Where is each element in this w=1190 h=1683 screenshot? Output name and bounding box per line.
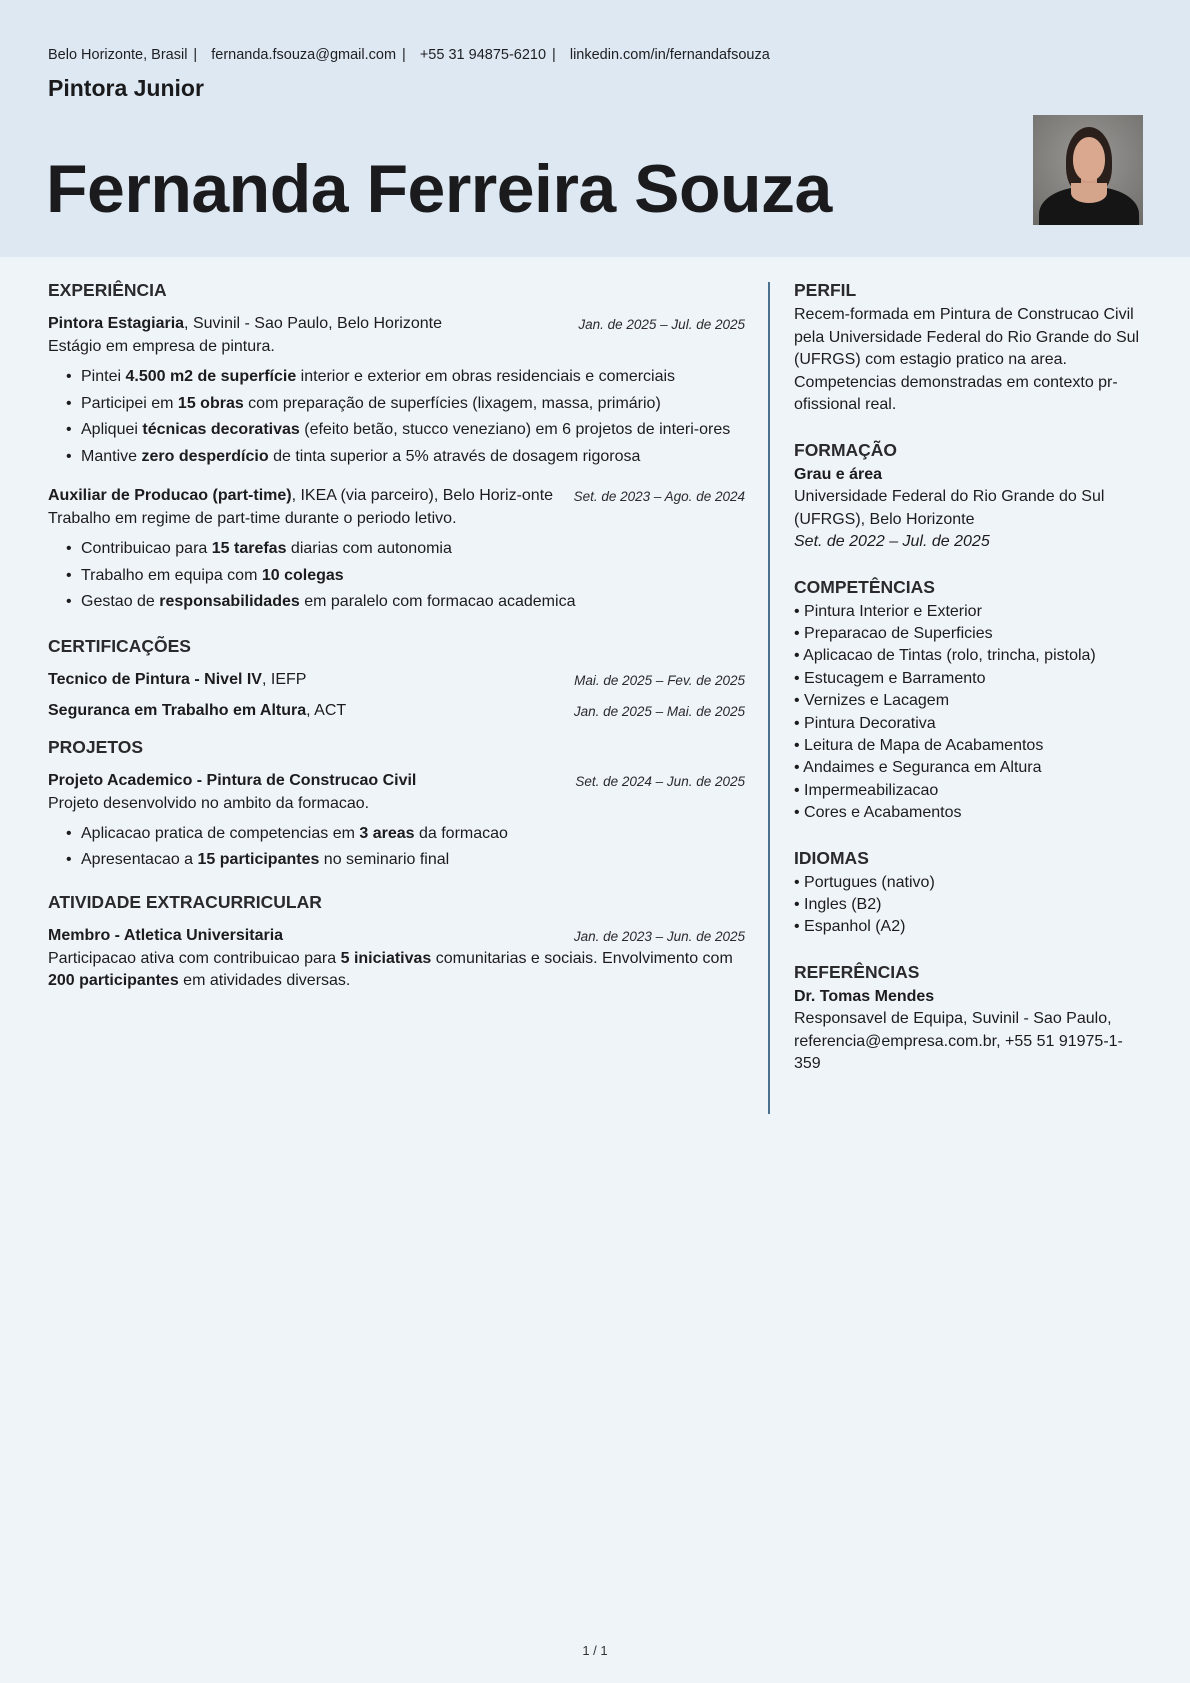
bullet-item: • Gestao de responsabilidades em paralelo com formacao academica <box>81 591 745 614</box>
page-number: 1 / 1 <box>582 1643 608 1658</box>
experience-section <box>48 280 745 614</box>
entry-description: Estágio em empresa de pintura. <box>48 338 275 355</box>
section-heading: COMPETÊNCIAS <box>794 576 935 597</box>
extracurricular-section <box>48 892 745 992</box>
skill-item: • Aplicacao de Tintas (rolo, trincha, pistola) <box>794 645 1144 667</box>
full-name: Fernanda Ferreira Souza <box>46 151 832 227</box>
skill-item: • Preparacao de Superficies <box>794 623 1144 645</box>
entry-role: Pintora Estagiaria <box>48 315 185 332</box>
bullet-item: • Contribuicao para 15 tarefas diarias com autonomia <box>81 538 745 561</box>
section-heading: REFERÊNCIAS <box>794 961 920 982</box>
reference-name: Dr. Tomas Mendes <box>794 987 935 1005</box>
sidebar-column <box>794 280 1144 1099</box>
skill-item: • Leitura de Mapa de Acabamentos <box>794 735 1144 757</box>
bullet-item: • Pintei 4.500 m2 de superfície interior e exterior em obras residenciais e comerciais <box>81 366 745 389</box>
reference-details: Responsavel de Equipa, Suvinil - Sao Paulo, referencia@empresa.com.br, +55 51 91975-1-359 <box>794 1010 1123 1073</box>
contact-phone[interactable]: +55 31 94875-6210 <box>419 47 547 63</box>
entry-date: Set. de 2023 – Ago. de 2024 <box>573 489 745 504</box>
profile-text: Recem-formada em Pintura de Construcao Civil pela Universidade Federal do Rio Grande do Sul (UFRGS) com estagio pratico na area. Competencias demonstradas em contexto pr-ofissional real. <box>794 306 1140 413</box>
section-heading: IDIOMAS <box>794 847 869 868</box>
entry-org: , Suvinil - Sao Paulo, Belo Horizonte <box>184 315 442 332</box>
experience-entry <box>48 313 745 468</box>
bullet-item: • Aplicacao pratica de competencias em 3 areas da formacao <box>81 823 745 846</box>
entry-date: Jan. de 2023 – Jun. de 2025 <box>573 928 745 944</box>
skills-section <box>794 577 1144 825</box>
bullet-item: • Apresentacao a 15 participantes no seminario final <box>81 849 745 872</box>
entry-date: Set. de 2024 – Jun. de 2025 <box>575 773 745 789</box>
entry-org: , IKEA (via parceiro), Belo Horiz-onte <box>291 487 554 504</box>
education-degree: Grau e área <box>794 465 883 483</box>
skill-item: • Cores e Acabamentos <box>794 802 1144 824</box>
contact-email[interactable]: fernanda.fsouza@gmail.com <box>211 47 397 63</box>
section-heading: EXPERIÊNCIA <box>48 280 167 300</box>
section-heading: PERFIL <box>794 280 857 300</box>
contact-location: Belo Horizonte, Brasil <box>48 47 188 63</box>
skill-item: • Estucagem e Barramento <box>794 668 1144 690</box>
job-title: Pintora Junior <box>48 75 204 101</box>
section-heading: FORMAÇÃO <box>794 439 898 460</box>
entry-description: Projeto desenvolvido no ambito da formacao. <box>48 794 370 812</box>
profile-photo <box>1033 115 1143 225</box>
entry-description: Participacao ativa com contribuicao para 5 iniciativas comunitarias e sociais. Envolvimento com 200 participantes em atividades diversas. <box>48 949 733 989</box>
section-heading: CERTIFICAÇÕES <box>48 635 191 656</box>
language-item: • Ingles (B2) <box>794 894 1144 916</box>
entry-description: Trabalho em regime de part-time durante o periodo letivo. <box>48 510 457 527</box>
contact-line <box>48 47 770 63</box>
bullet-item: • Apliquei técnicas decorativas (efeito betão, stucco veneziano) em 6 projetos de interi-ores <box>81 419 745 442</box>
entry-date: Jan. de 2025 – Jul. de 2025 <box>578 317 745 332</box>
experience-entry <box>48 485 745 614</box>
skill-item: • Pintura Interior e Exterior <box>794 601 1144 623</box>
bullet-item: • Trabalho em equipa com 10 colegas <box>81 565 745 588</box>
entry-date: Mai. de 2025 – Fev. de 2025 <box>574 672 745 688</box>
certifications-section <box>48 636 745 723</box>
header <box>0 0 1190 257</box>
certification-item: Seguranca em Trabalho em Altura, ACT Jan. de 2025 – Mai. de 2025 <box>48 700 745 723</box>
project-title: Projeto Academico - Pintura de Construcao Civil <box>48 771 417 789</box>
education-date: Set. de 2022 – Jul. de 2025 <box>794 533 990 550</box>
certification-item: Tecnico de Pintura - Nivel IV, IEFP Mai. de 2025 – Fev. de 2025 <box>48 669 745 692</box>
activity-title: Membro - Atletica Universitaria <box>48 926 284 944</box>
separator: | <box>402 47 406 63</box>
skill-item: • Pintura Decorativa <box>794 713 1144 735</box>
entry-date: Jan. de 2025 – Mai. de 2025 <box>573 703 745 719</box>
section-heading: ATIVIDADE EXTRACURRICULAR <box>48 891 322 912</box>
entry-role: Auxiliar de Producao (part-time) <box>48 487 292 504</box>
education-section <box>794 440 1144 554</box>
references-section <box>794 962 1144 1076</box>
language-item: • Espanhol (A2) <box>794 916 1144 938</box>
bullet-item: • Mantive zero desperdício de tinta superior a 5% através de dosagem rigorosa <box>81 446 745 469</box>
language-item: • Portugues (nativo) <box>794 872 1144 894</box>
column-divider <box>768 282 770 1114</box>
education-school: Universidade Federal do Rio Grande do Sul (UFRGS), Belo Horizonte <box>794 488 1105 528</box>
skill-item: • Andaimes e Seguranca em Altura <box>794 757 1144 779</box>
skill-item: • Impermeabilizacao <box>794 780 1144 802</box>
profile-section <box>794 280 1144 417</box>
separator: | <box>552 47 556 63</box>
projects-section <box>48 737 745 872</box>
contact-linkedin[interactable]: linkedin.com/in/fernandafsouza <box>569 47 770 63</box>
main-column <box>48 280 745 1009</box>
languages-section <box>794 848 1144 939</box>
skill-item: • Vernizes e Lacagem <box>794 690 1144 712</box>
section-heading: PROJETOS <box>48 736 143 757</box>
bullet-item: • Participei em 15 obras com preparação de superfícies (lixagem, massa, primário) <box>81 393 745 416</box>
separator: | <box>193 47 198 63</box>
